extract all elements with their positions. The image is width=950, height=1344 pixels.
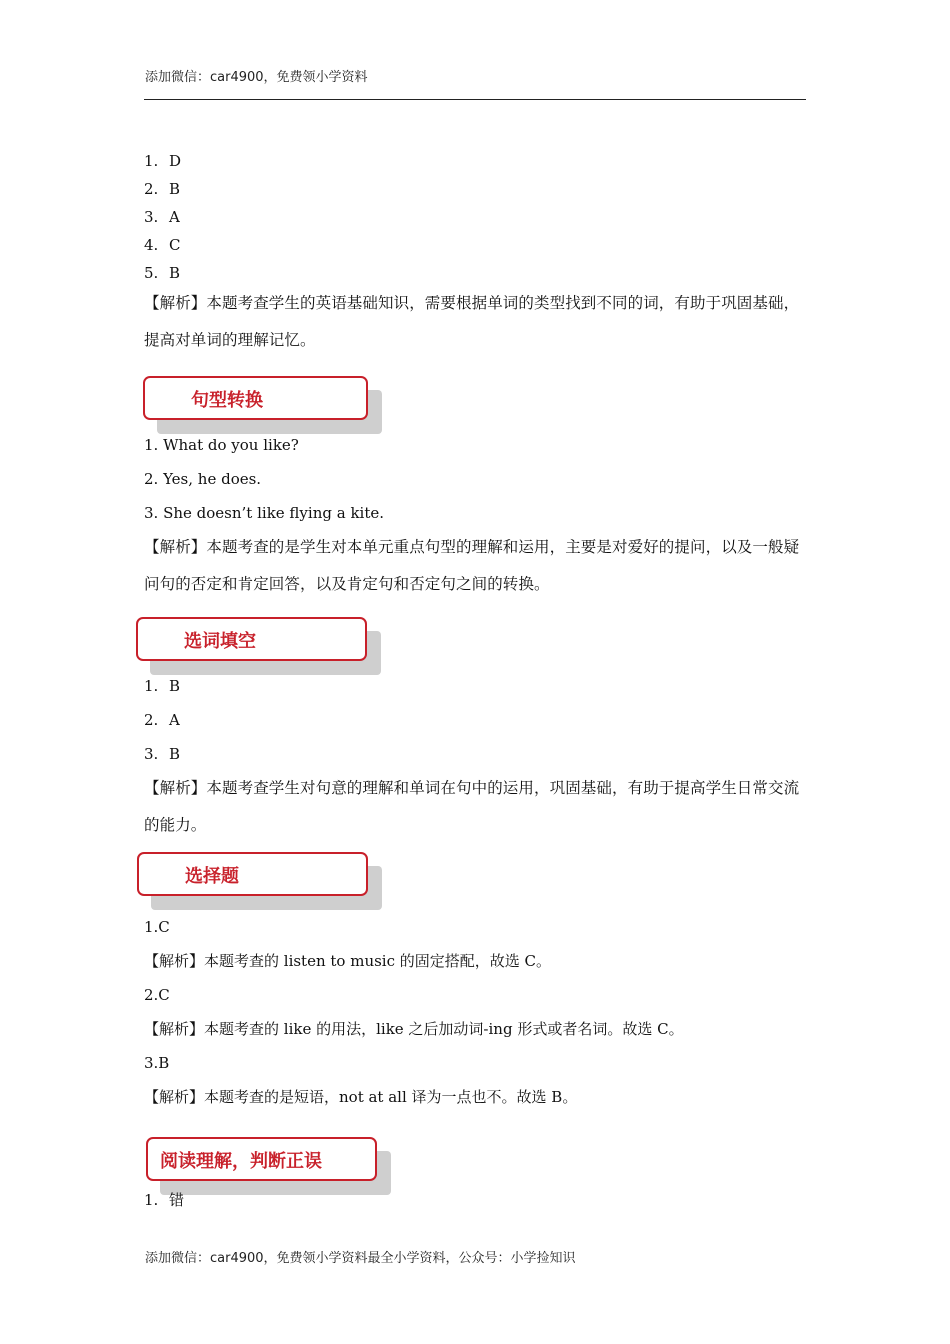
section-title: 选词填空 (184, 631, 256, 652)
answer-item: 3. A (144, 208, 180, 226)
answer-item: 1.C (144, 918, 170, 936)
answer-item: 2. B (144, 180, 181, 198)
analysis-text: 【解析】本题考查学生对句意的理解和单词在句中的运用，巩固基础，有助于提高学生日常交流的能力。 (144, 779, 800, 834)
section-banner-word-fill (136, 617, 367, 661)
section-banner-sentence-transform (143, 376, 368, 420)
page-header-text: 添加微信：car4900，免费领小学资料 (145, 70, 368, 85)
analysis-text: 【解析】本题考查的是学生对本单元重点句型的理解和运用，主要是对爱好的提问，以及一般疑问句的否定和肯定回答，以及肯定句和否定句之间的转换。 (144, 538, 800, 593)
answer-item: 1. D (144, 152, 182, 170)
answer-item: 2. A (144, 711, 180, 729)
answer-item: 3. B (144, 745, 181, 763)
answer-item: 4. C (144, 236, 181, 254)
answer-item: 5. B (144, 264, 181, 282)
analysis-text: 【解析】本题考查的 listen to music 的固定搭配，故选 C。 (144, 952, 552, 970)
analysis-text: 【解析】本题考查的是短语，not at all 译为一点也不。故选 B。 (144, 1088, 578, 1106)
section-banner-multiple-choice (137, 852, 368, 896)
page-footer-text: 添加微信：car4900，免费领小学资料最全小学资料，公众号：小学捡知识 (145, 1251, 576, 1266)
answer-item: 1. What do you like? (144, 436, 299, 454)
section-title: 句型转换 (191, 390, 263, 411)
answer-item: 3. She doesn’t like flying a kite. (144, 504, 384, 522)
analysis-text: 【解析】本题考查的 like 的用法，like 之后加动词-ing 形式或者名词。故选 C。 (144, 1020, 684, 1038)
answer-item: 1. 错 (144, 1191, 185, 1209)
section-title: 阅读理解，判断正误 (160, 1151, 322, 1172)
section-banner-reading-true-false (146, 1137, 377, 1181)
answer-item: 2.C (144, 986, 170, 1004)
header-divider (144, 99, 806, 100)
answer-item: 3.B (144, 1054, 170, 1072)
answer-item: 1. B (144, 677, 181, 695)
analysis-text: 【解析】本题考查学生的英语基础知识，需要根据单词的类型找到不同的词，有助于巩固基础，提高对单词的理解记忆。 (144, 294, 800, 349)
answer-item: 2. Yes, he does. (144, 470, 262, 488)
section-title: 选择题 (185, 866, 239, 887)
